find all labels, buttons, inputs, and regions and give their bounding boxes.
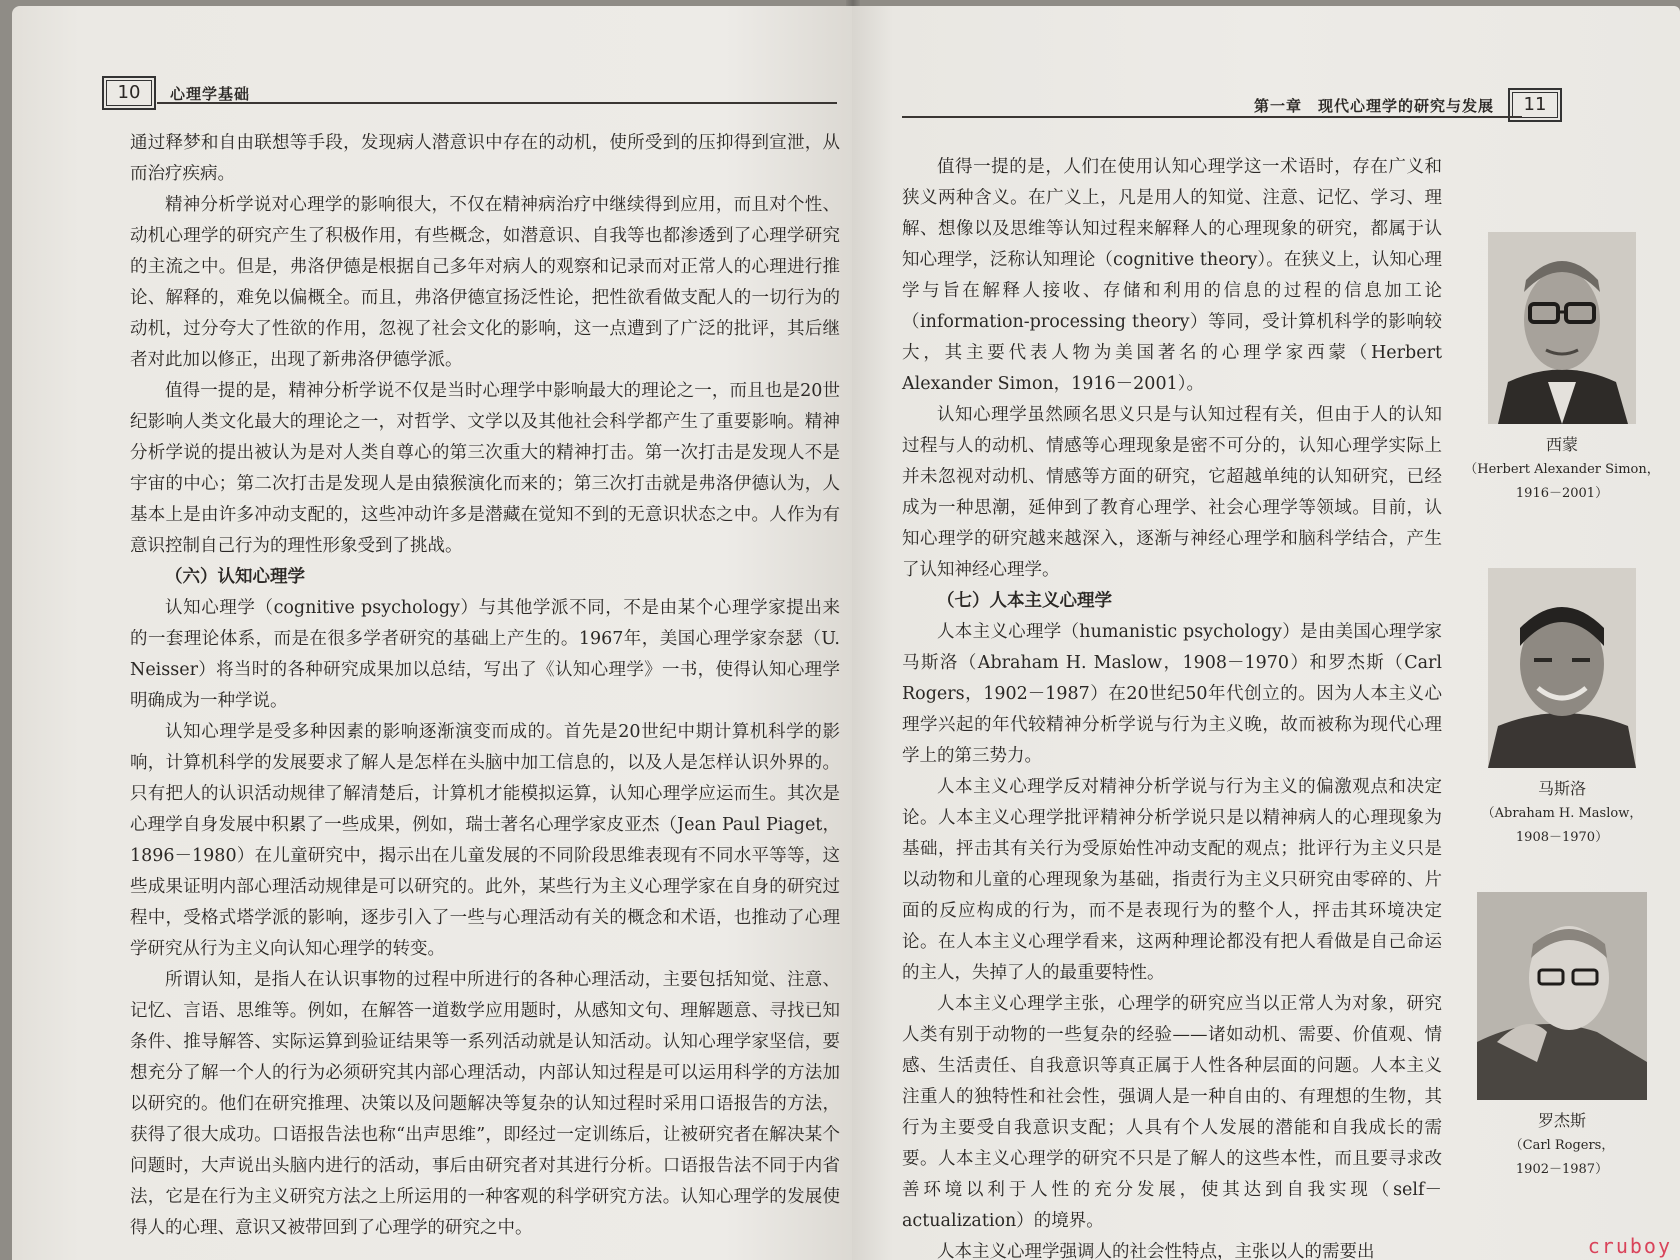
- right-page-number: 11: [1508, 88, 1562, 122]
- figure-caption-years: 1908－1970）: [1515, 830, 1609, 845]
- figure-caption-name: 西蒙: [1545, 435, 1578, 454]
- paragraph: 认知心理学是受多种因素的影响逐渐演变而成的。首先是20世纪中期计算机科学的影响，计算机科学的发展要求了解人是怎样在头脑中加工信息的，以及人是怎样认识外界的。只有把人的认识活动规律了解清楚后，计算机才能模拟运算，认知心理学应运而生。其次是心理学自身发展中积累了一些成果，例如，瑞士著名心理学家皮亚杰（Jean Paul Piaget，1896－1980）在儿童研究中，揭示出在儿童发展的不同阶段思维表现有不同水平等等，这些成果证明内部心理活动规律是可以研究的。此外，某些行为主义心理学家在自身的研究过程中，受格式塔学派的影响，逐步引入了一些与心理活动有关的概念和术语，也推动了心理学研究从行为主义向认知心理学的转变。: [130, 722, 840, 959]
- left-page-number: 10: [102, 76, 156, 110]
- figure-caption-years: 1902－1987）: [1515, 1162, 1609, 1177]
- figure-rogers: [1452, 892, 1672, 1182]
- figure-caption-years: 1916－2001）: [1515, 486, 1609, 501]
- right-header-title: 第一章 现代心理学的研究与发展: [1253, 96, 1494, 115]
- paragraph: 人本主义心理学主张，心理学的研究应当以正常人为对象，研究人类有别于动物的一些复杂的经验——诸如动机、需要、价值观、情感、生活责任、自我意识等真正属于人性各种层面的问题。人本主义注重人的独特性和社会性，强调人是一种自由的、有理想的生物，其行为主要受自我意识支配；人具有个人发展的潜能和自我成长的需要。人本主义心理学的研究不只是了解人的这些本性，而且要寻求改善环境以利于人性的充分发展，使其达到自我实现（self－actualization）的境界。: [902, 994, 1442, 1231]
- paragraph: 认知心理学虽然顾名思义只是与认知过程有关，但由于人的认知过程与人的动机、情感等心理现象是密不可分的，认知心理学实际上并未忽视对动机、情感等方面的研究，它超越单纯的认知研究，已经成为一种思潮，延伸到了教育心理学、社会心理学等领域。目前，认知心理学的研究越来越深入，逐渐与神经心理学和脑科学结合，产生了认知神经心理学。: [902, 405, 1442, 580]
- figure-caption-detail: （Carl Rogers，: [1509, 1138, 1615, 1153]
- paragraph: 认知心理学（cognitive psychology）与其他学派不同，不是由某个心理学家提出来的一套理论体系，而是在很多学者研究的基础上产生的。1967年，美国心理学家奈瑟（U. Neisser）将当时的各种研究成果加以总结，写出了《认知心理学》一书，使得认知心理学明确成为一种学说。: [130, 598, 840, 711]
- paragraph: 人本主义心理学反对精神分析学说与行为主义的偏激观点和决定论。人本主义心理学批评精神分析学说只是以精神病人的心理现象为基础，抨击其有关行为受原始性冲动支配的观点；批评行为主义只是以动物和儿童的心理现象为基础，指责行为主义只研究由零碎的、片面的反应构成的行为，而不是表现行为的整个人，抨击其环境决定论。在人本主义心理学看来，这两种理论都没有把人看做是自己命运的主人，失掉了人的最重要特性。: [902, 777, 1442, 983]
- paragraph: 值得一提的是，人们在使用认知心理学这一术语时，存在广义和狭义两种含义。在广义上，凡是用人的知觉、注意、记忆、学习、理解、想像以及思维等认知过程来解释人的心理现象的研究，都属于认知心理学，泛称认知理论（cognitive theory）。在狭义上，认知心理学与旨在解释人接收、存储和利用的信息的过程的信息加工论（information-processing theory）等同，受计算机科学的影响较大，其主要代表人物为美国著名的心理学家西蒙（Herbert Alexander Simon，1916－2001）。: [902, 157, 1442, 394]
- paragraph: 通过释梦和自由联想等手段，发现病人潜意识中存在的动机，使所受到的压抑得到宣泄，从而治疗疾病。: [130, 133, 840, 184]
- paragraph: 人本主义心理学强调人的社会性特点，主张以人的需要出: [937, 1242, 1375, 1260]
- figure-caption-detail: （Abraham H. Maslow，: [1481, 806, 1643, 821]
- left-page: [12, 6, 852, 1260]
- figure-caption-detail: （Herbert Alexander Simon，: [1464, 462, 1660, 477]
- left-page-header: [102, 76, 250, 110]
- portrait-photo: [1488, 232, 1636, 424]
- paragraph: 人本主义心理学（humanistic psychology）是由美国心理学家马斯洛（Abraham H. Maslow，1908－1970）和罗杰斯（Carl Rogers，1902－1987）在20世纪50年代创立的。因为人本主义心理学兴起的年代较精神分析学说与行为主义晚，故而被称为现代心理学上的第三势力。: [902, 622, 1442, 766]
- watermark: cruboy: [1587, 1234, 1672, 1258]
- figure-maslow: [1462, 568, 1662, 850]
- left-body-text: [130, 128, 840, 1244]
- right-header-rule: [902, 116, 1522, 118]
- left-header-title: 心理学基础: [170, 84, 251, 103]
- figure-caption-name: 罗杰斯: [1537, 1111, 1586, 1130]
- paragraph: 所谓认知，是指人在认识事物的过程中所进行的各种心理活动，主要包括知觉、注意、记忆、言语、思维等。例如，在解答一道数学应用题时，从感知文句、理解题意、寻找已知条件、推导解答、实际运算到验证结果等一系列活动就是认知活动。认知心理学家坚信，要想充分了解一个人的行为必须研究其内部心理活动，内部认知过程是可以运用科学的方法加以研究的。他们在研究推理、决策以及问题解决等复杂的认知过程时采用口语报告的方法，获得了很大成功。口语报告法也称“出声思维”，即经过一定训练后，让被研究者在解决某个问题时，大声说出头脑内进行的活动，事后由研究者对其进行分析。口语报告法不同于内省法，它是在行为主义研究方法之上所运用的一种客观的科学研究方法。认知心理学的发展使得人的心理、意识又被带回到了心理学的研究之中。: [130, 970, 840, 1238]
- left-header-rule: [157, 102, 837, 104]
- right-body-text: [902, 152, 1442, 1260]
- figure-simon: [1462, 232, 1662, 506]
- portrait-photo: [1488, 568, 1636, 768]
- portrait-photo: [1477, 892, 1647, 1100]
- paragraph: 值得一提的是，精神分析学说不仅是当时心理学中影响最大的理论之一，而且也是20世纪影响人类文化最大的理论之一，对哲学、文学以及其他社会科学都产生了重要影响。精神分析学说的提出被认为是对人类自尊心的第三次重大的精神打击。第一次打击是发现人不是宇宙的中心；第二次打击是发现人是由猿猴演化而来的；第三次打击就是弗洛伊德认为，人基本上是由许多冲动支配的，这些冲动许多是潜藏在觉知不到的无意识状态之中。人作为有意识控制自己行为的理性形象受到了挑战。: [130, 381, 840, 556]
- right-page: [852, 6, 1680, 1260]
- paragraph: 精神分析学说对心理学的影响很大，不仅在精神病治疗中继续得到应用，而且对个性、动机心理学的研究产生了积极作用，有些概念，如潜意识、自我等也都渗透到了心理学研究的主流之中。但是，弗洛伊德是根据自己多年对病人的观察和记录而对正常人的心理进行推论、解释的，难免以偏概全。而且，弗洛伊德宣扬泛性论，把性欲看做支配人的一切行为的动机，过分夸大了性欲的作用，忽视了社会文化的影响，这一点遭到了广泛的批评，其后继者对此加以修正，出现了新弗洛伊德学派。: [130, 195, 840, 370]
- figure-caption-name: 马斯洛: [1537, 779, 1586, 798]
- section-heading: （六）认知心理学: [165, 567, 305, 587]
- section-heading: （七）人本主义心理学: [937, 591, 1112, 611]
